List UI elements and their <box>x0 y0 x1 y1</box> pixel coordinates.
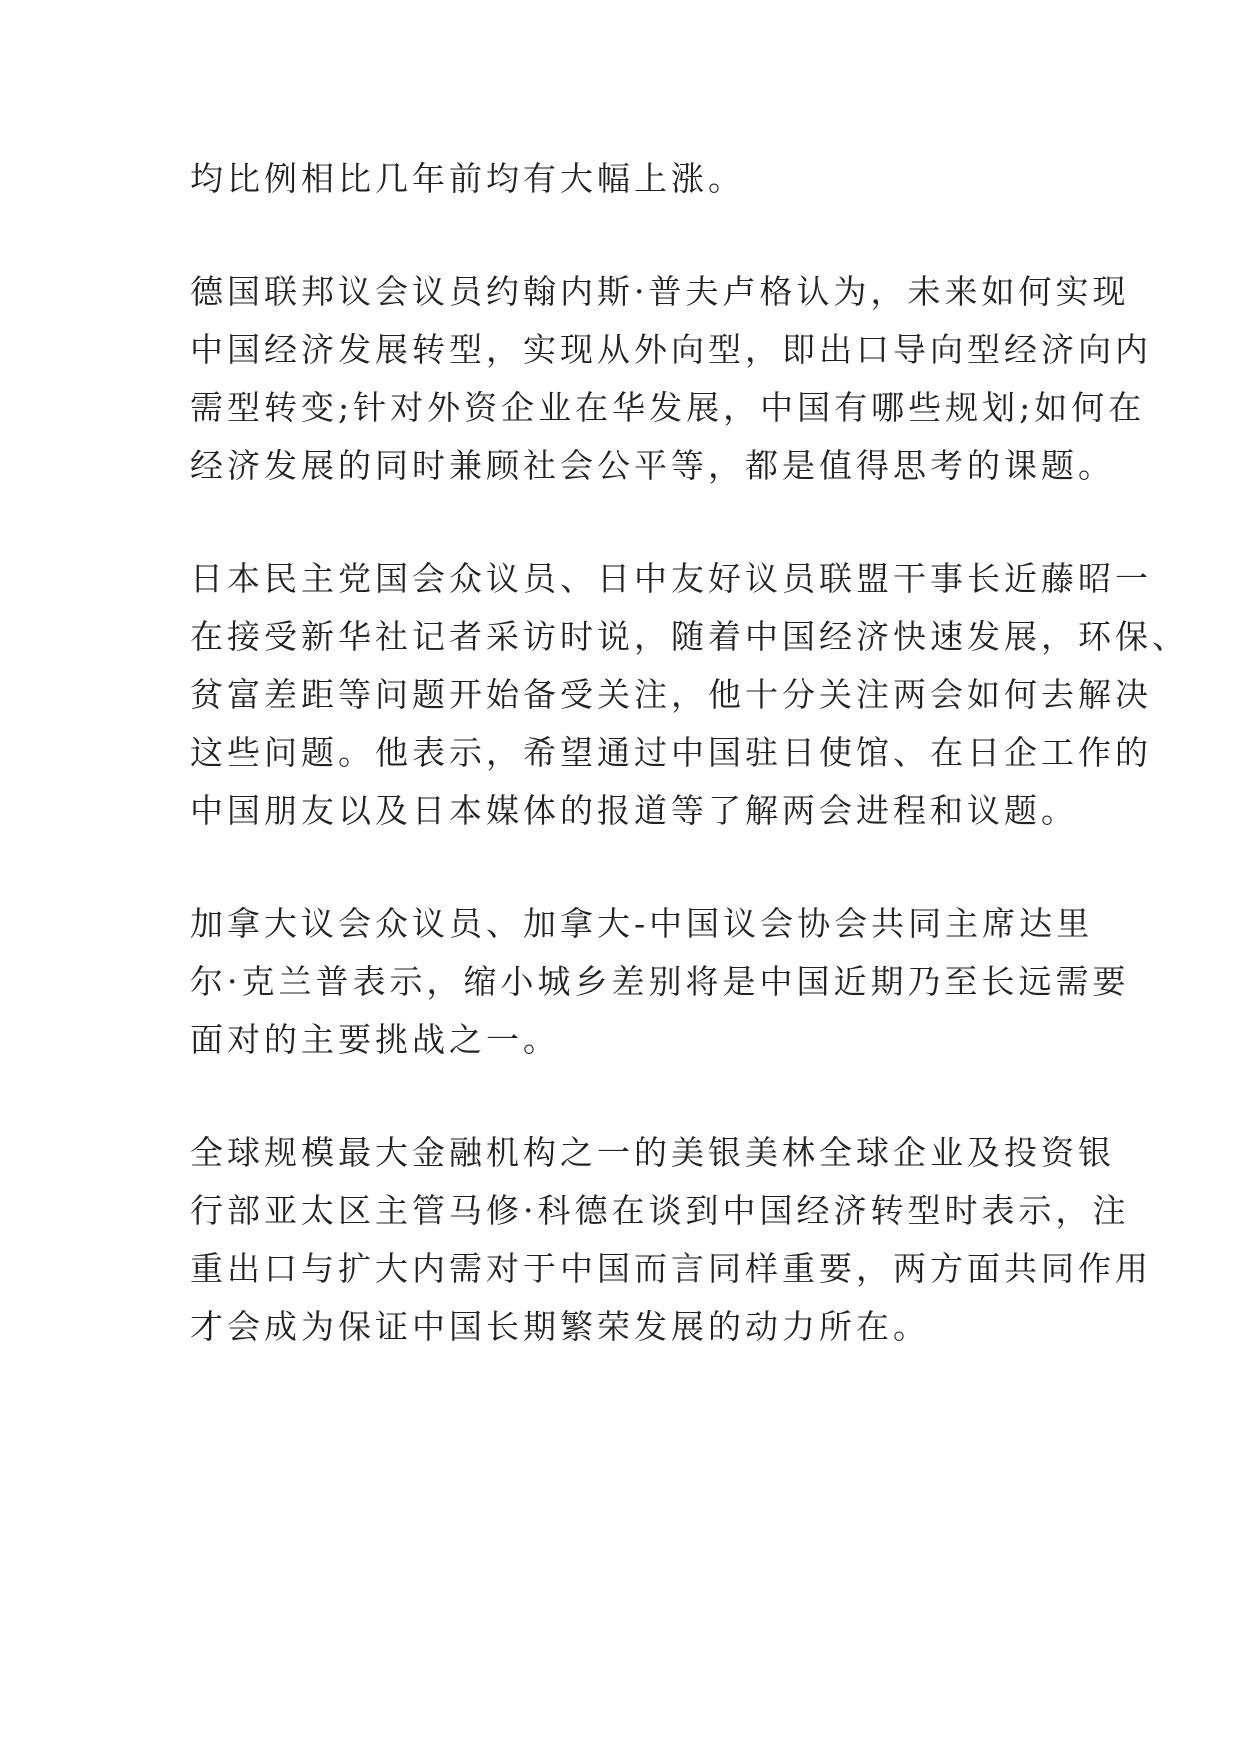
text-line: 中国朋友以及日本媒体的报道等了解两会进程和议题。 <box>190 791 1078 830</box>
text-line: 才会成为保证中国长期繁荣发展的动力所在。 <box>190 1307 930 1346</box>
text-line: 需型转变;针对外资企业在华发展，中国有哪些规划;如何在 <box>190 388 1146 427</box>
text-line: 尔·克兰普表示，缩小城乡差别将是中国近期乃至长远需要 <box>190 962 1130 1001</box>
paragraph-3 <box>190 550 1189 840</box>
text-line: 经济发展的同时兼顾社会公平等，都是值得思考的课题。 <box>190 446 1115 485</box>
paragraph-1 <box>190 150 1070 208</box>
text-line: 在接受新华社记者采访时说，随着中国经济快速发展，环保、 <box>190 617 1189 656</box>
paragraph-4 <box>190 895 1130 1069</box>
paragraph-2 <box>190 263 1152 495</box>
text-line: 日本民主党国会众议员、日中友好议员联盟干事长近藤昭一 <box>190 559 1152 598</box>
text-line: 德国联邦议会议员约翰内斯·普夫卢格认为，未来如何实现 <box>190 272 1130 311</box>
text-line: 行部亚太区主管马修·科德在谈到中国经济转型时表示，注 <box>190 1191 1130 1230</box>
text-line: 重出口与扩大内需对于中国而言同样重要，两方面共同作用 <box>190 1249 1152 1288</box>
text-line: 这些问题。他表示，希望通过中国驻日使馆、在日企工作的 <box>190 733 1152 772</box>
text-line: 加拿大议会众议员、加拿大-中国议会协会共同主席达里 <box>190 904 1094 943</box>
text-line: 中国经济发展转型，实现从外向型，即出口导向型经济向内 <box>190 330 1152 369</box>
paragraph-5 <box>190 1124 1152 1356</box>
text-line: 面对的主要挑战之一。 <box>190 1020 560 1059</box>
text-line: 全球规模最大金融机构之一的美银美林全球企业及投资银 <box>190 1133 1115 1172</box>
document-body <box>190 150 1189 1411</box>
text-line: 贫富差距等问题开始备受关注，他十分关注两会如何去解决 <box>190 675 1152 714</box>
text-line: 均比例相比几年前均有大幅上涨。 <box>190 159 745 198</box>
